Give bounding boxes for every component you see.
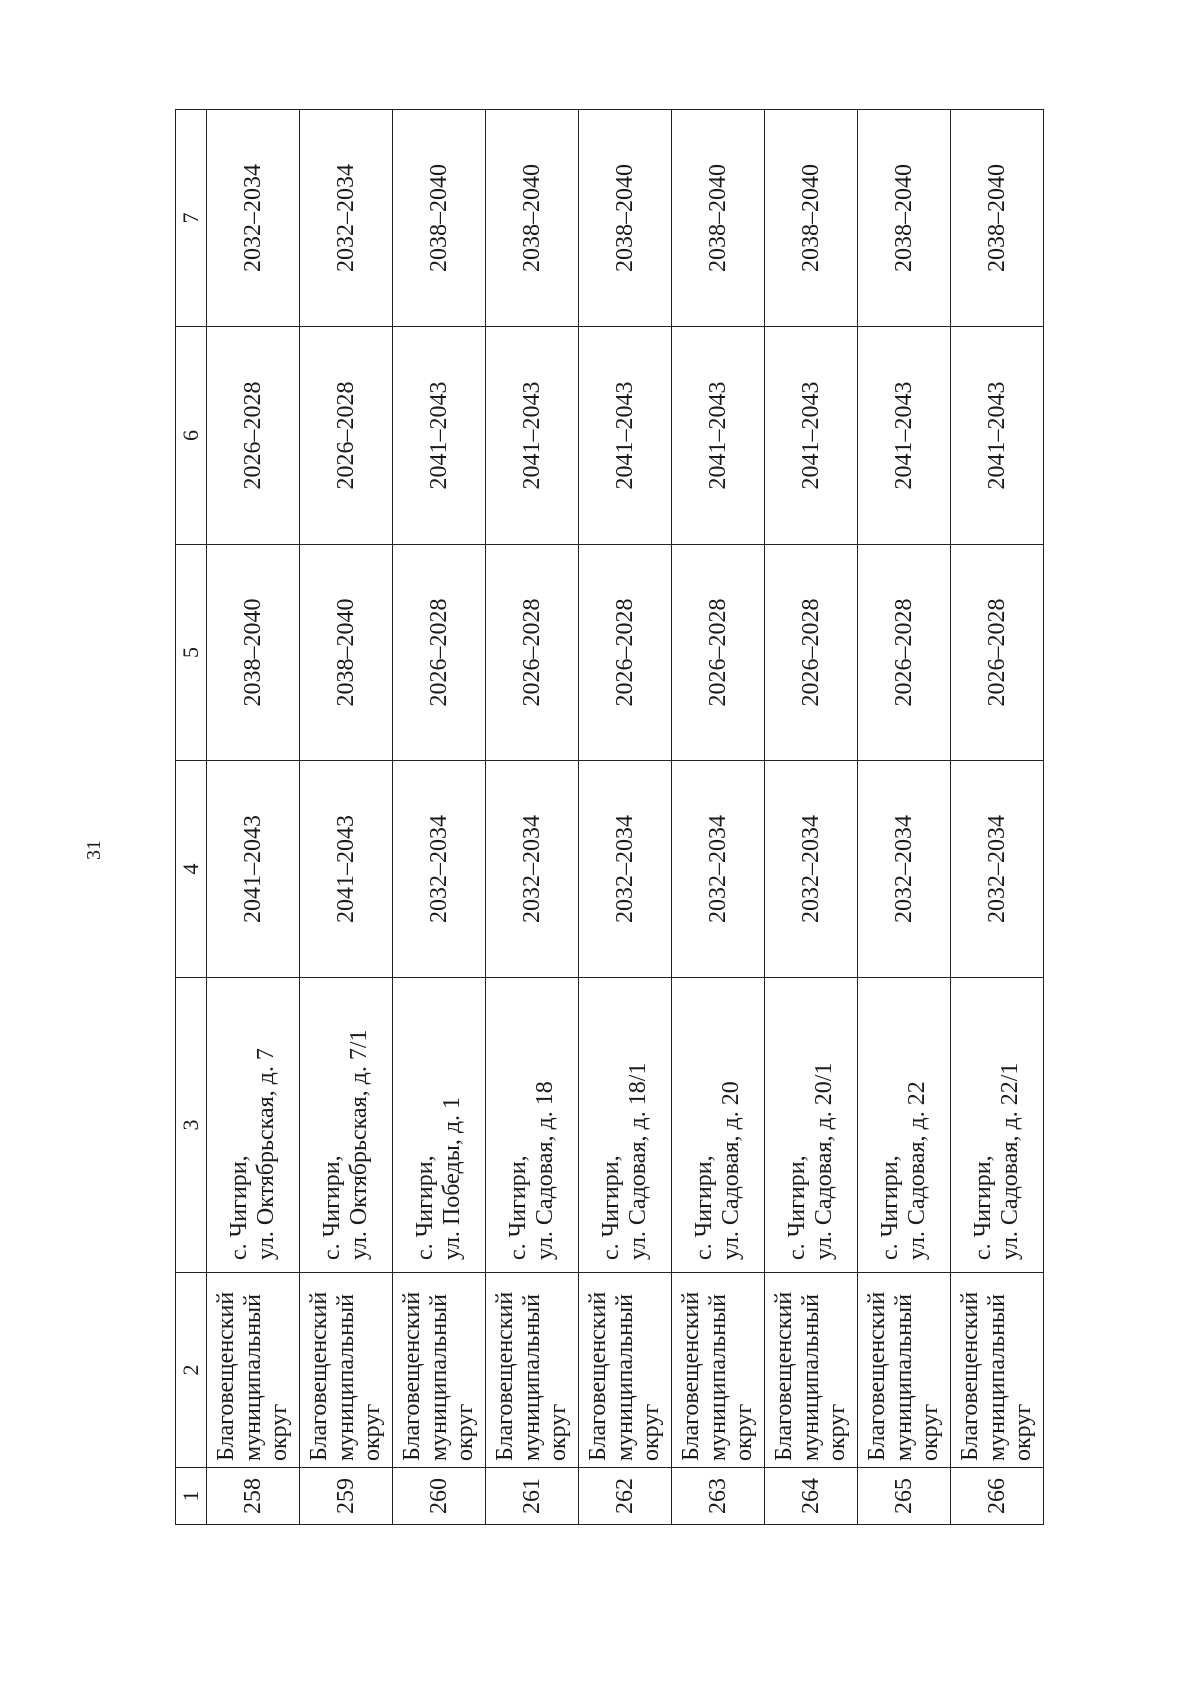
district-line: округ xyxy=(917,1403,944,1461)
district-line: округ xyxy=(824,1403,851,1461)
district-line: Благовещенский xyxy=(863,1291,890,1461)
page-number: 31 xyxy=(83,840,105,860)
schedule-table xyxy=(175,109,1044,1525)
period-cell: 2041–2043 xyxy=(300,761,393,978)
period-cell: 2032–2034 xyxy=(672,761,765,978)
row-number-cell: 261 xyxy=(486,1468,579,1525)
row-number-cell: 258 xyxy=(207,1468,300,1525)
address-line: с. Чигири, xyxy=(319,1155,346,1260)
address-line: с. Чигири, xyxy=(970,1155,997,1260)
period-cell: 2032–2034 xyxy=(765,761,858,978)
column-number-header: 5 xyxy=(176,545,207,761)
district-cell xyxy=(393,1273,486,1468)
district-cell xyxy=(300,1273,393,1468)
column-number-header-row xyxy=(176,110,207,1525)
district-cell xyxy=(207,1273,300,1468)
period-cell: 2026–2028 xyxy=(393,545,486,761)
row-number-cell: 263 xyxy=(672,1468,765,1525)
district-line: муниципальный xyxy=(518,1293,545,1461)
column-number-header: 3 xyxy=(176,978,207,1273)
address-line: с. Чигири, xyxy=(784,1155,811,1260)
district-line: Благовещенский xyxy=(677,1291,704,1461)
table-row xyxy=(486,110,579,1525)
address-cell xyxy=(579,978,672,1273)
address-line: с. Чигири, xyxy=(598,1155,625,1260)
row-number-cell: 266 xyxy=(951,1468,1044,1525)
address-line: ул. Садовая, д. 18/1 xyxy=(625,1062,651,1260)
period-cell: 2041–2043 xyxy=(765,327,858,545)
address-cell xyxy=(765,978,858,1273)
district-line: муниципальный xyxy=(332,1293,359,1461)
period-cell: 2038–2040 xyxy=(207,545,300,761)
period-cell: 2038–2040 xyxy=(951,110,1044,327)
period-cell: 2032–2034 xyxy=(300,110,393,327)
period-cell: 2038–2040 xyxy=(393,110,486,327)
district-line: округ xyxy=(266,1403,293,1461)
table-row xyxy=(579,110,672,1525)
district-line: муниципальный xyxy=(239,1293,266,1461)
period-cell: 2038–2040 xyxy=(486,110,579,327)
period-cell: 2041–2043 xyxy=(579,327,672,545)
period-cell: 2032–2034 xyxy=(951,761,1044,978)
address-line: ул. Садовая, д. 18 xyxy=(532,1081,558,1260)
period-cell: 2041–2043 xyxy=(393,327,486,545)
row-number-cell: 265 xyxy=(858,1468,951,1525)
period-cell: 2038–2040 xyxy=(579,110,672,327)
column-number-header: 6 xyxy=(176,327,207,545)
address-cell xyxy=(300,978,393,1273)
address-line: ул. Садовая, д. 20/1 xyxy=(811,1062,837,1260)
period-cell: 2026–2028 xyxy=(858,545,951,761)
address-cell xyxy=(486,978,579,1273)
table-row xyxy=(858,110,951,1525)
district-cell xyxy=(858,1273,951,1468)
address-line: ул. Победы, д. 1 xyxy=(439,1096,465,1260)
period-cell: 2026–2028 xyxy=(300,327,393,545)
table-row xyxy=(393,110,486,1525)
row-number-cell: 262 xyxy=(579,1468,672,1525)
district-line: округ xyxy=(359,1403,386,1461)
table-row xyxy=(951,110,1044,1525)
period-cell: 2038–2040 xyxy=(858,110,951,327)
district-line: округ xyxy=(638,1403,665,1461)
district-line: муниципальный xyxy=(611,1293,638,1461)
district-line: Благовещенский xyxy=(584,1291,611,1461)
address-line: с. Чигири, xyxy=(877,1155,904,1260)
district-cell xyxy=(672,1273,765,1468)
address-cell xyxy=(207,978,300,1273)
district-line: Благовещенский xyxy=(305,1291,332,1461)
period-cell: 2041–2043 xyxy=(207,761,300,978)
address-line: ул. Садовая, д. 22/1 xyxy=(997,1062,1023,1260)
period-cell: 2026–2028 xyxy=(207,327,300,545)
address-line: с. Чигири, xyxy=(226,1155,253,1260)
period-cell: 2026–2028 xyxy=(765,545,858,761)
district-line: Благовещенский xyxy=(398,1291,425,1461)
address-line: с. Чигири, xyxy=(691,1155,718,1260)
district-line: муниципальный xyxy=(797,1293,824,1461)
district-line: Благовещенский xyxy=(212,1291,239,1461)
address-cell xyxy=(672,978,765,1273)
district-line: муниципальный xyxy=(425,1293,452,1461)
period-cell: 2032–2034 xyxy=(858,761,951,978)
address-line: ул. Октябрьская, д. 7 xyxy=(253,1048,279,1260)
table-body xyxy=(176,110,1044,1525)
district-line: округ xyxy=(1010,1403,1037,1461)
district-cell xyxy=(951,1273,1044,1468)
table-row xyxy=(765,110,858,1525)
address-cell xyxy=(393,978,486,1273)
address-line: ул. Садовая, д. 22 xyxy=(904,1081,930,1260)
district-line: муниципальный xyxy=(890,1293,917,1461)
period-cell: 2038–2040 xyxy=(765,110,858,327)
district-line: округ xyxy=(731,1403,758,1461)
rotated-table-container xyxy=(175,110,1037,1525)
address-line: с. Чигири, xyxy=(412,1155,439,1260)
district-cell xyxy=(486,1273,579,1468)
row-number-cell: 259 xyxy=(300,1468,393,1525)
table-row xyxy=(672,110,765,1525)
address-cell xyxy=(858,978,951,1273)
district-line: округ xyxy=(452,1403,479,1461)
district-line: муниципальный xyxy=(704,1293,731,1461)
district-line: округ xyxy=(545,1403,572,1461)
period-cell: 2038–2040 xyxy=(300,545,393,761)
table-row xyxy=(300,110,393,1525)
period-cell: 2038–2040 xyxy=(672,110,765,327)
period-cell: 2026–2028 xyxy=(951,545,1044,761)
column-number-header: 4 xyxy=(176,761,207,978)
period-cell: 2032–2034 xyxy=(207,110,300,327)
district-cell xyxy=(765,1273,858,1468)
district-line: Благовещенский xyxy=(956,1291,983,1461)
column-number-header: 7 xyxy=(176,110,207,327)
period-cell: 2041–2043 xyxy=(672,327,765,545)
district-cell xyxy=(579,1273,672,1468)
address-line: ул. Октябрьская, д. 7/1 xyxy=(346,1029,372,1260)
period-cell: 2032–2034 xyxy=(579,761,672,978)
row-number-cell: 260 xyxy=(393,1468,486,1525)
period-cell: 2032–2034 xyxy=(393,761,486,978)
period-cell: 2041–2043 xyxy=(951,327,1044,545)
district-line: муниципальный xyxy=(983,1293,1010,1461)
period-cell: 2026–2028 xyxy=(486,545,579,761)
column-number-header: 1 xyxy=(176,1468,207,1525)
period-cell: 2041–2043 xyxy=(486,327,579,545)
district-line: Благовещенский xyxy=(491,1291,518,1461)
period-cell: 2041–2043 xyxy=(858,327,951,545)
row-number-cell: 264 xyxy=(765,1468,858,1525)
district-line: Благовещенский xyxy=(770,1291,797,1461)
period-cell: 2026–2028 xyxy=(672,545,765,761)
column-number-header: 2 xyxy=(176,1273,207,1468)
address-cell xyxy=(951,978,1044,1273)
address-line: ул. Садовая, д. 20 xyxy=(718,1081,744,1260)
period-cell: 2032–2034 xyxy=(486,761,579,978)
period-cell: 2026–2028 xyxy=(579,545,672,761)
address-line: с. Чигири, xyxy=(505,1155,532,1260)
table-row xyxy=(207,110,300,1525)
